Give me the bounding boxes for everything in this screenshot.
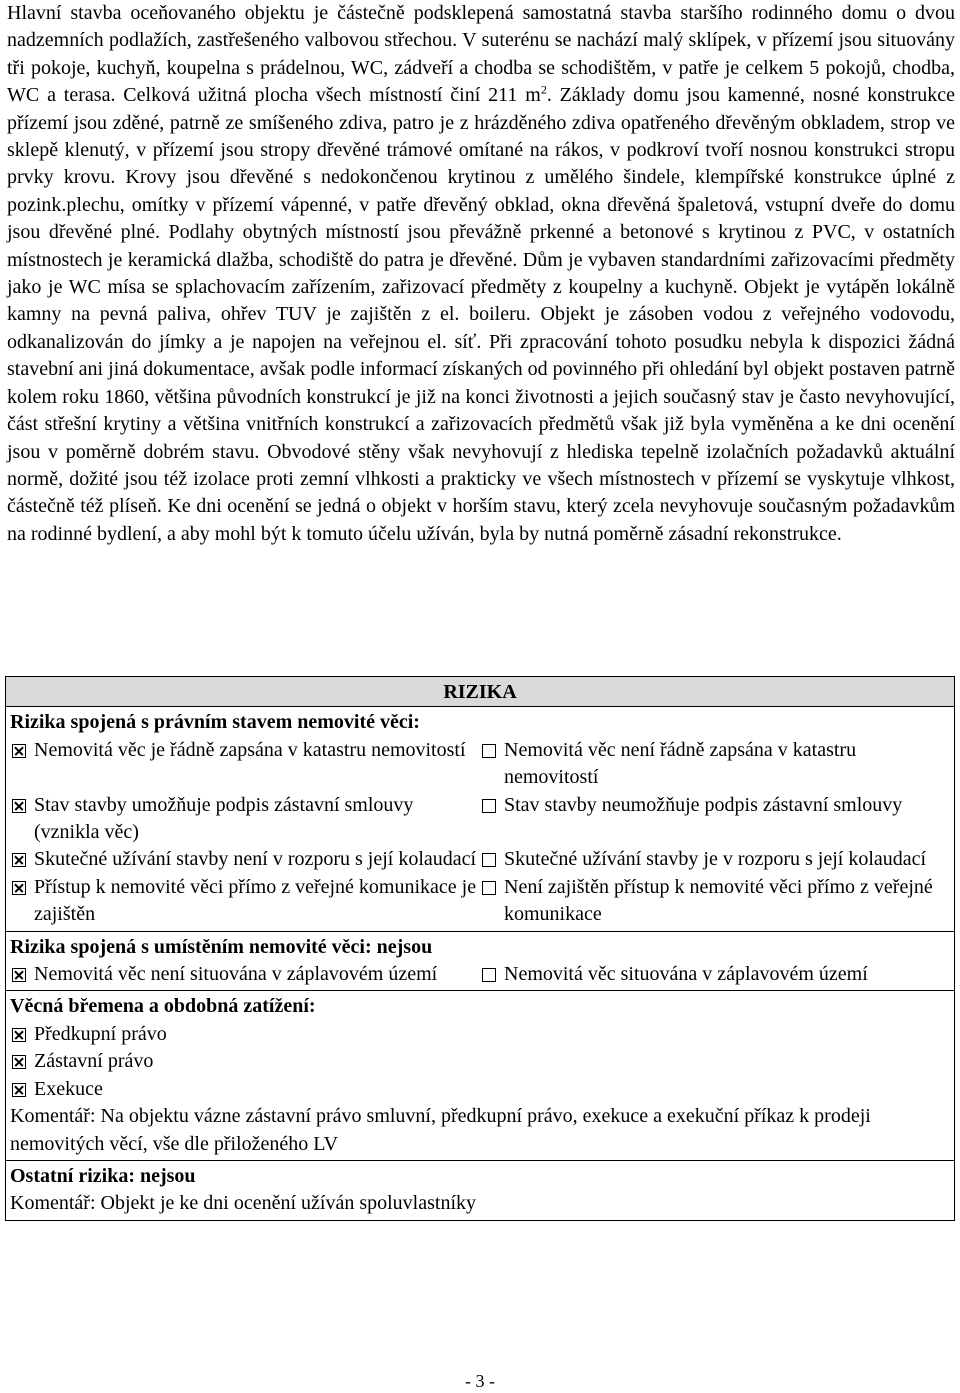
other-risks-section xyxy=(6,1160,955,1220)
checked-checkbox-icon xyxy=(12,1028,26,1042)
other-risks-comment: Komentář: Objekt je ke dni ocenění užíván spoluvlastníky xyxy=(10,1192,476,1215)
legal-risk-option-right xyxy=(480,737,950,792)
checked-checkbox-icon xyxy=(12,799,26,813)
checked-checkbox-icon xyxy=(12,853,26,867)
legal-risk-option-label: Přístup k nemovité věci přímo z veřejné komunikace je zajištěn xyxy=(34,875,477,926)
burdens-heading: Věcná břemena a obdobná zatížení: xyxy=(10,995,316,1018)
legal-risks-section xyxy=(6,707,955,931)
legal-risk-option-label: Nemovitá věc je řádně zapsána v katastru nemovitostí xyxy=(34,738,466,761)
legal-risk-option-left xyxy=(10,874,480,929)
legal-risk-pair xyxy=(10,874,950,929)
document-page xyxy=(7,0,955,548)
description-text-part2: . Základy domu jsou kamenné, nosné konstrukce přízemí jsou zděné, patrně ze smíšeného zdiva, patro je z hrázděného zdiva opatřeného dřevěným obkladem, strop ve sklepě klenutý, v přízemí jsou stropy dřevěné trámové omítané na rákos, v podkroví tvoří nosnou konstrukci stropu prvky krovu. Krovy jsou dřevěné s nedokončenou krytinou z umělého šindele, klempířské konstrukce úplné z pozink.plechu, omítky v přízemí vápenné, v patře dřevěný obklad, okna dřevěná špaletová, vstupní dveře do domu jsou dřevěné plné. Podlahy obytných místností jsou převážně prkenné a betonové s krytinou z PVC, v ostatních místnostech je keramická dlažba, schodiště do patra je dřevěné. Dům je vybaven standardními zařizovacími předměty jako je WC mísa se splachovacím zařízením, zařizovací předměty z koupelny a kuchyně. Objekt je vytápěn lokálně kamny na pevná paliva, ohřev TUV je zajištěn z el. boileru. Objekt je zásoben vodou z veřejného vodovodu, odkanalizován do jímky a je napojen na veřejnou el. síť. Při zpracování tohoto posudku nebyla k dispozici žádná stavební ani jiná dokumentace, avšak podle informací získaných od povinného při ohledání byl objekt postaven patrně kolem roku 1860, většina původních konstrukcí je již na konci životnosti a jejich současný stav je často nevyhovující, část střešní krytiny a většina vnitřních konstrukcí a zařizovacích předmětů však již byla vyměněna a ke dni ocenění jsou v poměrně dobrém stavu. Obvodové stěny však nevyhovují z hlediska tepelně izolačních požadavků aktuální normě, dožité jsou též izolace proti zemní vlhkosti a prakticky ve všech místnostech v přízemí se vyskytuje vlhkost, částečně též plíseň. Ke dni ocenění se jedná o objekt v horším stavu, který zcela nevyhovuje současným požadavkům na rodinné bydlení, a aby mohl být k tomuto účelu užíván, byla by nutná poměrně zásadní rekonstrukce. xyxy=(7,84,955,545)
burden-item xyxy=(10,1021,950,1048)
checked-checkbox-icon xyxy=(12,1083,26,1097)
property-description-paragraph xyxy=(7,0,955,548)
legal-risk-option-label: Skutečné užívání stavby není v rozporu s její kolaudací xyxy=(34,848,477,871)
risks-title: RIZIKA xyxy=(6,677,955,707)
legal-risk-option-label: Nemovitá věc není řádně zapsána v katastru nemovitostí xyxy=(504,738,857,789)
legal-risk-pair xyxy=(10,737,950,792)
burden-item xyxy=(10,1048,950,1075)
checked-checkbox-icon xyxy=(12,1055,26,1069)
burden-item-label: Zástavní právo xyxy=(34,1050,154,1073)
legal-risk-option-right xyxy=(480,874,950,929)
area-unit-superscript: 2 xyxy=(540,82,547,97)
description-text-part1: Hlavní stavba oceňovaného objektu je částečně podsklepená samostatná stavba staršího rodinného domu o dvou nadzemních podlažích, zastřešeného valbovou střechou. V suterénu se nachází malý sklípek, v přízemí jsou situovány tři pokoje, kuchyň, koupelna s prádelnou, WC, zádveří a chodba se schodištěm, v patře je celkem 5 pokojů, chodba, WC a terasa. Celková užitná plocha všech místností činí 211 m xyxy=(7,2,955,107)
checked-checkbox-icon xyxy=(12,744,26,758)
other-risks-heading: Ostatní rizika: nejsou xyxy=(10,1164,196,1187)
empty-checkbox-icon xyxy=(482,744,496,758)
legal-risk-pair xyxy=(10,792,950,847)
burdens-section xyxy=(6,991,955,1160)
burden-item-label: Exekuce xyxy=(34,1077,103,1100)
location-risk-option-label: Nemovitá věc není situována v záplavovém území xyxy=(34,963,438,986)
location-risk-option-left xyxy=(10,961,480,988)
legal-risk-option-left xyxy=(10,846,480,873)
location-risk-option-right xyxy=(480,961,950,988)
legal-risk-option-left xyxy=(10,737,480,792)
empty-checkbox-icon xyxy=(482,853,496,867)
legal-risk-option-label: Stav stavby neumožňuje podpis zástavní smlouvy xyxy=(504,793,903,816)
location-risk-pair xyxy=(10,961,950,988)
legal-risks-heading: Rizika spojená s právním stavem nemovité věci: xyxy=(10,711,420,734)
burden-item xyxy=(10,1076,950,1103)
legal-risk-option-right xyxy=(480,846,950,873)
empty-checkbox-icon xyxy=(482,968,496,982)
burdens-comment: Komentář: Na objektu vázne zástavní právo smluvní, předkupní právo, exekuce a exekuční příkaz k prodeji nemovitých věcí, vše dle přiloženého LV xyxy=(10,1105,871,1155)
location-risks-heading: Rizika spojená s umístěním nemovité věci: nejsou xyxy=(10,935,433,958)
legal-risk-pair xyxy=(10,846,950,873)
checked-checkbox-icon xyxy=(12,881,26,895)
legal-risk-option-label: Stav stavby umožňuje podpis zástavní smlouvy (vznikla věc) xyxy=(34,793,414,844)
legal-risk-option-label: Není zajištěn přístup k nemovité věci přímo z veřejné komunikace xyxy=(504,875,933,926)
risks-table xyxy=(5,676,955,1221)
legal-risk-option-left xyxy=(10,792,480,847)
location-risks-section xyxy=(6,931,955,991)
location-risk-option-label: Nemovitá věc situována v záplavovém území xyxy=(504,963,868,986)
empty-checkbox-icon xyxy=(482,881,496,895)
empty-checkbox-icon xyxy=(482,799,496,813)
page-number: - 3 - xyxy=(465,1371,495,1391)
burden-item-label: Předkupní právo xyxy=(34,1022,167,1045)
checked-checkbox-icon xyxy=(12,968,26,982)
legal-risk-option-right xyxy=(480,792,950,847)
legal-risk-option-label: Skutečné užívání stavby je v rozporu s její kolaudací xyxy=(504,848,927,871)
